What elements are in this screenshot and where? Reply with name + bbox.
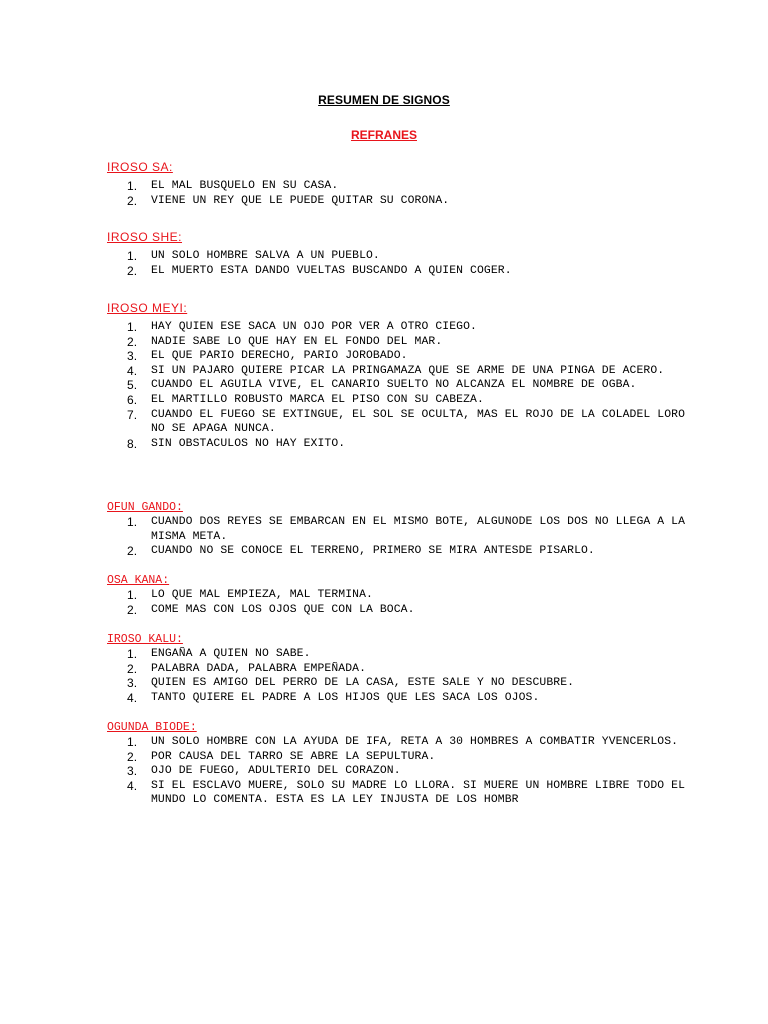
section-iroso-meyi: [107, 301, 692, 451]
list-item: 4. SI UN PAJARO QUIERE PICAR LA PRINGAMAZA QUE SE ARME DE UNA PINGA DE ACERO.: [127, 363, 665, 378]
list-item: 2. CUANDO NO SE CONOCE EL TERRENO, PRIMERO SE MIRA ANTESDE PISARLO.: [127, 544, 595, 559]
list-item: 1. LO QUE MAL EMPIEZA, MAL TERMINA.: [127, 588, 373, 602]
list-item: 2. POR CAUSA DEL TARRO SE ABRE LA SEPULTURA.: [127, 749, 436, 764]
list-item: 1. ENGAÑA A QUIEN NO SABE.: [127, 647, 311, 661]
section-heading: IROSO SHE:: [107, 230, 183, 244]
list-item: 3. OJO DE FUEGO, ADULTERIO DEL CORAZON.: [127, 764, 401, 779]
list-item: 2. NADIE SABE LO QUE HAY EN EL FONDO DEL MAR.: [127, 334, 443, 349]
section-heading: OFUN GANDO:: [107, 501, 183, 514]
list-item: 5. CUANDO EL AGUILA VIVE, EL CANARIO SUELTO NO ALCANZA EL NOMBRE DE OGBA.: [127, 378, 637, 393]
list-item: 2. PALABRA DADA, PALABRA EMPEÑADA.: [127, 661, 367, 676]
section-ofun-gando: [107, 500, 692, 559]
document-title: RESUMEN DE SIGNOS: [318, 93, 450, 107]
document-subtitle: REFRANES: [350, 128, 417, 142]
section-heading: IROSO KALU:: [107, 633, 183, 646]
list-item: 2. EL MUERTO ESTA DANDO VUELTAS BUSCANDO A QUIEN COGER.: [127, 263, 512, 278]
refranes-list: [107, 320, 692, 451]
refranes-list: [107, 515, 692, 559]
section-iroso-she: [107, 230, 687, 278]
list-item: 2. VIENE UN REY QUE LE PUEDE QUITAR SU CORONA.: [127, 193, 450, 208]
section-ogunda-biode: [107, 720, 692, 808]
list-item: 1. CUANDO DOS REYES SE EMBARCAN EN EL MISMO BOTE, ALGUNODE LOS DOS NO LLEGA A LA MISMA META.: [127, 515, 692, 543]
refranes-list: [107, 735, 692, 808]
list-item: 8. SIN OBSTACULOS NO HAY EXITO.: [127, 436, 346, 451]
section-osa-kana: [107, 573, 687, 617]
list-item: 1. HAY QUIEN ESE SACA UN OJO POR VER A OTRO CIEGO.: [127, 320, 477, 334]
list-item: 3. QUIEN ES AMIGO DEL PERRO DE LA CASA, ESTE SALE Y NO DESCUBRE.: [127, 676, 575, 691]
list-item: 3. EL QUE PARIO DERECHO, PARIO JOROBADO.: [127, 349, 408, 364]
list-item: 1. EL MAL BUSQUELO EN SU CASA.: [127, 179, 339, 193]
list-item: 6. EL MARTILLO ROBUSTO MARCA EL PISO CON SU CABEZA.: [127, 392, 484, 407]
refranes-list: [107, 179, 687, 208]
section-heading: IROSO SA:: [107, 160, 173, 174]
section-iroso-sa: [107, 160, 687, 208]
section-iroso-kalu: [107, 632, 687, 705]
list-item: 1. UN SOLO HOMBRE SALVA A UN PUEBLO.: [127, 249, 380, 263]
refranes-list: [107, 588, 687, 617]
list-item: 4. TANTO QUIERE EL PADRE A LOS HIJOS QUE LES SACA LOS OJOS.: [127, 690, 540, 705]
section-heading: OGUNDA BIODE:: [107, 721, 197, 734]
section-heading: IROSO MEYI:: [107, 301, 188, 315]
section-heading: OSA KANA:: [107, 574, 170, 587]
list-item: 7. CUANDO EL FUEGO SE EXTINGUE, EL SOL SE OCULTA, MAS EL ROJO DE LA COLADEL LORO NO SE APAGA NUNCA.: [127, 407, 692, 436]
refranes-list: [107, 647, 687, 705]
list-item: 1. UN SOLO HOMBRE CON LA AYUDA DE IFA, RETA A 30 HOMBRES A COMBATIR YVENCERLOS.: [127, 735, 679, 749]
refranes-list: [107, 249, 687, 278]
list-item: 2. COME MAS CON LOS OJOS QUE CON LA BOCA.: [127, 602, 415, 617]
list-item: 4. SI EL ESCLAVO MUERE, SOLO SU MADRE LO LLORA. SI MUERE UN HOMBRE LIBRE TODO EL MUNDO LO COMENTA. ESTA ES LA LEY INJUSTA DE LOS HOMBR: [127, 778, 692, 807]
